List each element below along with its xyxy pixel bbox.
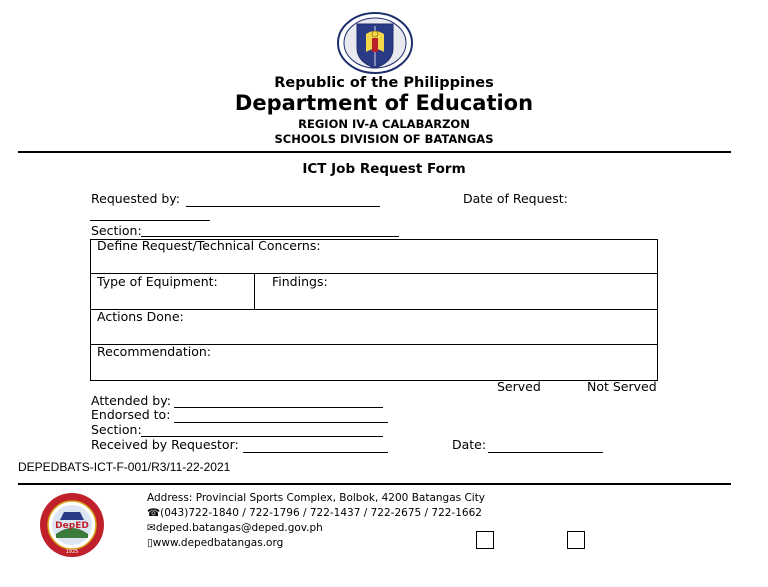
- type-of-equipment-label: Type of Equipment:: [97, 274, 218, 289]
- web-icon: ▯: [147, 537, 153, 549]
- actions-done-label: Actions Done:: [97, 309, 184, 324]
- date-of-request-field[interactable]: [90, 220, 210, 221]
- email-icon: ✉: [147, 522, 156, 534]
- footer-website: [147, 537, 283, 549]
- attended-by-label: Attended by:: [91, 393, 171, 408]
- endorsed-to-field[interactable]: [174, 422, 388, 423]
- section-field[interactable]: [141, 236, 399, 237]
- served-label: Served: [497, 379, 541, 394]
- footer-address: Address: Provincial Sports Complex, Bolbok, 4200 Batangas City: [147, 492, 486, 504]
- requested-by-label: Requested by:: [91, 191, 181, 206]
- date-label: Date:: [452, 437, 487, 452]
- received-by-field[interactable]: [243, 452, 388, 453]
- header-republic: Republic of the Philippines: [274, 75, 494, 91]
- svg-text:1925: 1925: [65, 549, 79, 555]
- header-region: REGION IV-A CALABARZON: [298, 117, 470, 131]
- received-by-label: Received by Requestor:: [91, 437, 239, 452]
- division-of-batangas-logo: [38, 492, 106, 558]
- header-department: Department of Education: [234, 91, 534, 115]
- header-division: SCHOOLS DIVISION OF BATANGAS: [274, 132, 494, 146]
- date-field[interactable]: [488, 452, 603, 453]
- attended-by-field[interactable]: [174, 407, 383, 408]
- date-of-request-label: Date of Request:: [463, 191, 568, 206]
- table-vertical-divider: [254, 273, 255, 309]
- findings-label: Findings:: [272, 274, 328, 289]
- form-title: ICT Job Request Form: [302, 161, 466, 177]
- recommendation-label: Recommendation:: [97, 344, 212, 359]
- header-divider: [18, 151, 731, 153]
- footer-email: [147, 522, 323, 534]
- served-checkbox[interactable]: [476, 531, 494, 549]
- requested-by-field[interactable]: [186, 206, 380, 207]
- footer-phone: [147, 507, 482, 519]
- section-2-label: Section:: [91, 422, 142, 437]
- svg-text:DepED: DepED: [55, 521, 89, 531]
- phone-icon: ☎: [147, 507, 161, 519]
- form-code: DEPEDBATS-ICT-F-001/R3/11-22-2021: [18, 460, 231, 474]
- not-served-label: Not Served: [587, 379, 657, 394]
- endorsed-to-label: Endorsed to:: [91, 407, 171, 422]
- footer-divider: [18, 483, 731, 485]
- define-request-label: Define Request/Technical Concerns:: [97, 238, 321, 253]
- footer-website-text[interactable]: www.depedbatangas.org: [152, 537, 284, 549]
- footer-phone-text: (043)722-1840 / 722-1796 / 722-1437 / 722-2675 / 722-1662: [160, 507, 482, 519]
- not-served-checkbox[interactable]: [567, 531, 585, 549]
- section-label: Section:: [91, 223, 142, 238]
- footer-email-text[interactable]: deped.batangas@deped.gov.ph: [155, 522, 323, 534]
- deped-seal-logo: [336, 12, 414, 74]
